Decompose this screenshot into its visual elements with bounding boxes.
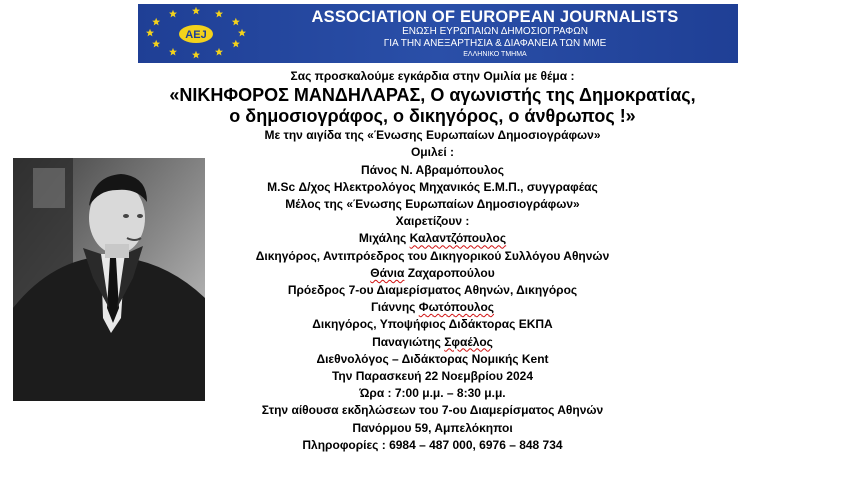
speaker-role-1: M.Sc Δ/χος Ηλεκτρολόγος Μηχανικός Ε.Μ.Π., συγγραφέας xyxy=(267,179,598,194)
speaker-role-2: Μέλος της «Ένωσης Ευρωπαίων Δημοσιογράφων» xyxy=(285,197,580,212)
greeter-name xyxy=(120,334,745,351)
event-date: Την Παρασκευή 22 Νοεμβρίου 2024 xyxy=(331,369,533,384)
speaker-name: Πάνος Ν. Αβραμόπουλος xyxy=(361,162,504,177)
star-icon xyxy=(215,10,223,18)
greeter-last-name: Ζαχαροπούλου xyxy=(404,265,495,280)
aegis-line: Με την αιγίδα της «Ένωσης Ευρωπαίων Δημοσιογράφων» xyxy=(264,128,601,143)
greeter-role: Δικηγόρος, Αντιπρόεδρος του Δικηγορικού Συλλόγου Αθηνών xyxy=(255,248,610,263)
star-icon xyxy=(238,29,246,37)
aej-banner xyxy=(138,4,738,63)
star-icon xyxy=(152,40,160,48)
greeter-first-name: Θάνια xyxy=(370,265,405,280)
greeter-last-name: Φωτόπουλος xyxy=(418,300,495,315)
eu-stars-logo xyxy=(142,6,250,60)
banner-section: ΕΛΛΗΝΙΚΟ ΤΜΗΜΑ xyxy=(463,51,527,58)
star-icon xyxy=(192,51,200,59)
star-icon xyxy=(232,40,240,48)
event-title-line-2: ο δημοσιογράφος, ο δικηγόρος, ο άνθρωπος !» xyxy=(229,106,636,127)
greeter-first-name: Γιάννης xyxy=(370,300,419,315)
event-address: Πανόρμου 59, Αμπελόκηποι xyxy=(352,420,513,435)
event-title-line-1: «ΝΙΚΗΦΟΡΟΣ ΜΑΝΔΗΛΑΡΑΣ, Ο αγωνιστής της Δημοκρατίας, xyxy=(169,85,696,106)
invitation-line: Σας προσκαλούμε εγκάρδια στην Ομιλία με θέμα : xyxy=(290,69,575,83)
greeter-last-name: Σφαέλος xyxy=(444,334,493,349)
logo-text: AEJ xyxy=(185,29,207,41)
star-icon xyxy=(232,18,240,26)
star-icon xyxy=(152,18,160,26)
greeter-name xyxy=(120,230,745,247)
greeter-name xyxy=(120,299,745,316)
greeter-first-name: Μιχάλης xyxy=(358,231,410,246)
banner-title-en: ASSOCIATION OF EUROPEAN JOURNALISTS xyxy=(311,8,679,26)
greeter-role: Πρόεδρος 7-ου Διαμερίσματος Αθηνών, Δικηγόρος xyxy=(287,283,578,298)
star-icon xyxy=(169,48,177,56)
greeter-role: Διεθνολόγος – Διδάκτορας Νομικής Kent xyxy=(316,351,549,366)
greetings-heading: Χαιρετίζουν : xyxy=(395,214,470,229)
greeter-first-name: Παναγιώτης xyxy=(372,334,445,349)
star-icon xyxy=(169,10,177,18)
star-icon xyxy=(192,7,200,15)
banner-title-gr-2: ΓΙΑ ΤΗΝ ΑΝΕΞΑΡΤΗΣΙΑ & ΔΙΑΦΑΝΕΙΑ ΤΩΝ ΜΜΕ xyxy=(383,37,607,49)
star-icon xyxy=(146,29,154,37)
event-venue: Στην αίθουσα εκδηλώσεων του 7-ου Διαμερίσματος Αθηνών xyxy=(261,403,604,418)
greeter-last-name: Καλαντζόπουλος xyxy=(409,231,507,246)
star-icon xyxy=(215,48,223,56)
speaker-heading: Ομιλεί : xyxy=(410,145,455,160)
greeter-name xyxy=(120,265,745,282)
greeter-role: Δικηγόρος, Υποψήφιος Διδάκτορας ΕΚΠΑ xyxy=(312,317,553,332)
banner-title-gr-1: ΕΝΩΣΗ ΕΥΡΩΠΑΙΩΝ ΔΗΜΟΣΙΟΓΡΑΦΩΝ xyxy=(402,26,588,37)
invitation-text xyxy=(120,68,745,454)
event-time: Ώρα : 7:00 μ.μ. – 8:30 μ.μ. xyxy=(359,386,506,401)
contact-info: Πληροφορίες : 6984 – 487 000, 6976 – 848 734 xyxy=(302,437,563,452)
